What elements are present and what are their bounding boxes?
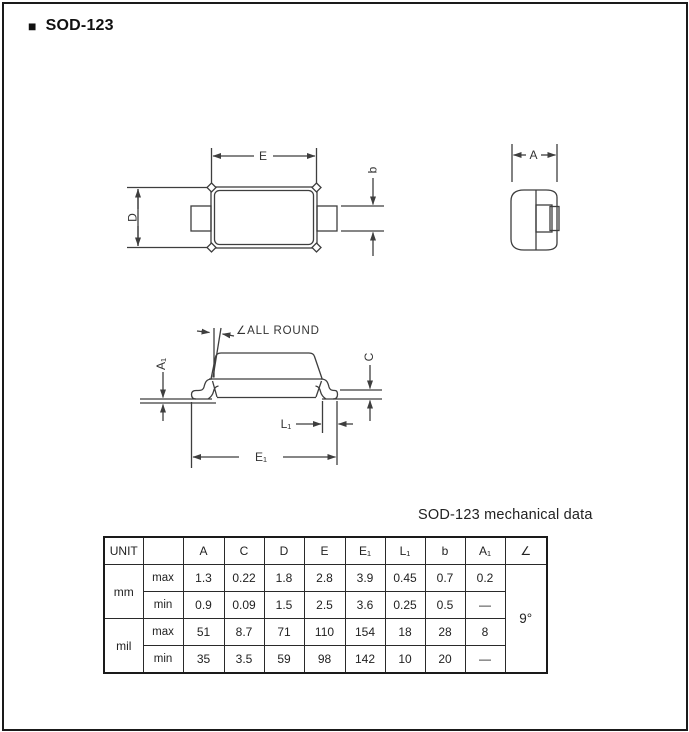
cell: 110 [304, 619, 345, 646]
dim-label-A1: A₁ [154, 357, 168, 371]
cell: 18 [385, 619, 425, 646]
cell: — [465, 646, 505, 674]
cell: 0.9 [183, 592, 224, 619]
row-label-max: max [143, 565, 183, 592]
top-view [127, 148, 384, 256]
header-angle: ∠ [505, 537, 547, 565]
dim-label-b: b [365, 166, 380, 174]
header-b: b [425, 537, 465, 565]
cell: 3.9 [345, 565, 385, 592]
dim-label-D: D [125, 213, 140, 222]
cell: 3.6 [345, 592, 385, 619]
row-label-min: min [143, 592, 183, 619]
cell: 142 [345, 646, 385, 674]
cell: 0.22 [224, 565, 264, 592]
table-row-mm-max [104, 565, 547, 592]
cell: — [465, 592, 505, 619]
row-label-min: min [143, 646, 183, 674]
header-E: E [304, 537, 345, 565]
mechanical-data-table [103, 536, 548, 674]
cell: 0.5 [425, 592, 465, 619]
cell: 0.45 [385, 565, 425, 592]
cell: 35 [183, 646, 224, 674]
cell: 28 [425, 619, 465, 646]
cell: 59 [264, 646, 304, 674]
table-row-mil-max [104, 619, 547, 646]
page-title-text: SOD-123 [45, 17, 114, 34]
cell: 154 [345, 619, 385, 646]
unit-mm: mm [104, 565, 143, 619]
cell: 3.5 [224, 646, 264, 674]
unit-mil: mil [104, 619, 143, 674]
header-A: A [183, 537, 224, 565]
cell: 2.5 [304, 592, 345, 619]
table-title: SOD-123 mechanical data [418, 507, 593, 523]
cell: 1.8 [264, 565, 304, 592]
table-row-mm-min [104, 592, 547, 619]
cell: 20 [425, 646, 465, 674]
dim-label-E1: E₁ [254, 450, 268, 464]
header-A1: A₁ [465, 537, 505, 565]
header-C: C [224, 537, 264, 565]
square-bullet-icon: ■ [28, 18, 37, 34]
cell: 2.8 [304, 565, 345, 592]
dim-label-C: C [362, 352, 376, 362]
cell: 0.25 [385, 592, 425, 619]
header-blank [143, 537, 183, 565]
table-header-row [104, 537, 547, 565]
cell: 8.7 [224, 619, 264, 646]
cell: 51 [183, 619, 224, 646]
cell: 71 [264, 619, 304, 646]
header-unit: UNIT [104, 537, 143, 565]
dim-label-L1: L₁ [280, 417, 292, 431]
cell: 10 [385, 646, 425, 674]
table-row-mil-min [104, 646, 547, 674]
side-view [140, 328, 382, 468]
header-L1: L₁ [385, 537, 425, 565]
cell: 98 [304, 646, 345, 674]
header-D: D [264, 537, 304, 565]
cell: 0.09 [224, 592, 264, 619]
row-label-max: max [143, 619, 183, 646]
header-E1: E₁ [345, 537, 385, 565]
dim-label-E: E [258, 149, 268, 163]
cell: 0.2 [465, 565, 505, 592]
dim-label-A: A [529, 148, 538, 162]
cell: 1.3 [183, 565, 224, 592]
angle-value: 9° [505, 565, 547, 674]
cell: 8 [465, 619, 505, 646]
cell: 1.5 [264, 592, 304, 619]
all-round-angle-note: ∠ALL ROUND [236, 325, 320, 337]
cell: 0.7 [425, 565, 465, 592]
